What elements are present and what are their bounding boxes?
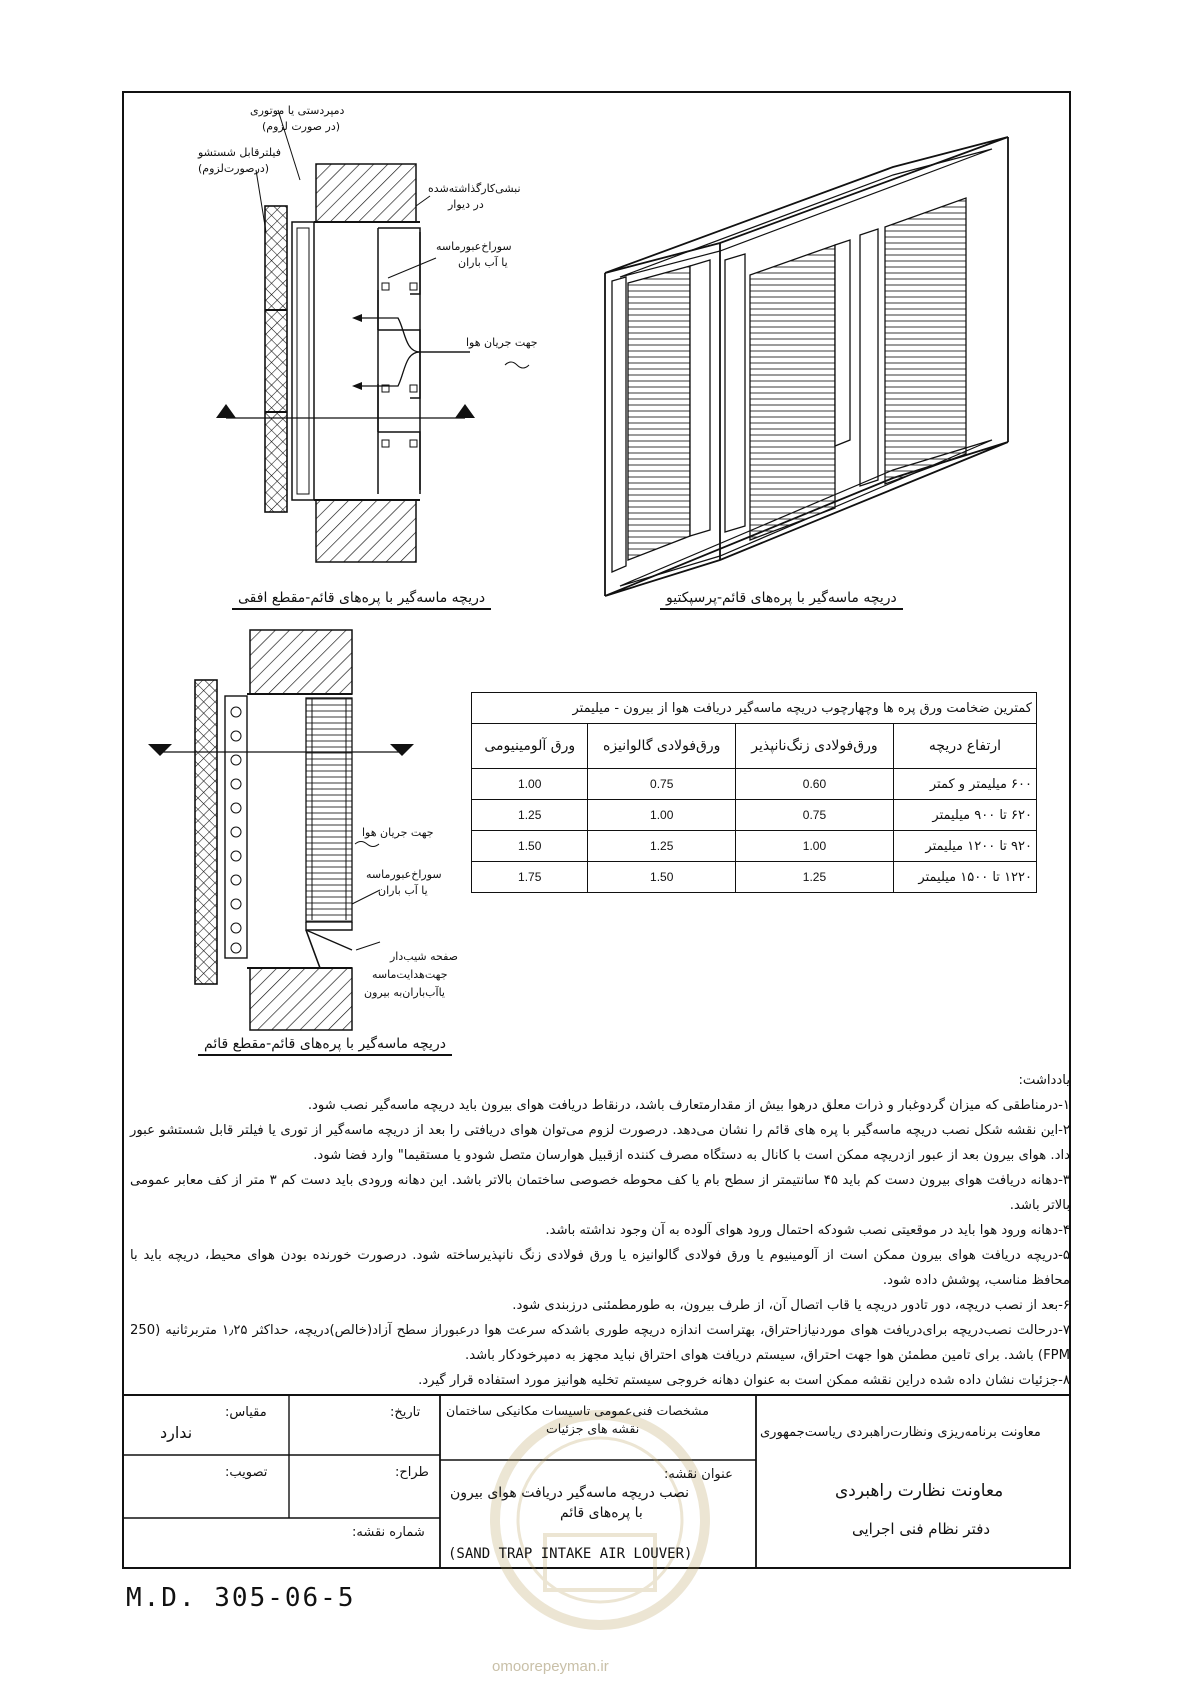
header-aluminum: ورق آلومینیومی <box>472 724 588 769</box>
sheet-title-label: عنوان نقشه: <box>664 1467 733 1482</box>
cell-stainless: 1.25 <box>735 862 893 893</box>
cell-galvanized: 1.00 <box>588 800 736 831</box>
table-row <box>472 769 1037 800</box>
note-item: ۳-دهانه دریافت هوای بیرون دست کم باید ۴۵ سانتیمتر از سطح بام یا کف محوطه خصوصی ساختمان بالاتر باشد. این دهانه ورودی باید دست کم ۳ متر از کف معابر عمومی بالاتر باشد. <box>130 1173 1070 1213</box>
design-label: طراح: <box>395 1465 429 1480</box>
angle-note: در دیوار <box>448 198 484 211</box>
damper-label: دمپردستی یا موتوری <box>250 104 345 117</box>
airflow-label: جهت جریان هوا <box>466 336 538 349</box>
date-label: تاریخ: <box>390 1405 421 1420</box>
cell-height: ۱۲۲۰ تا ۱۵۰۰ میلیمتر <box>893 862 1036 893</box>
spec-title: مشخصات فنی‌عمومی تاسیسات مکانیکی ساختمان <box>446 1403 709 1418</box>
sheet-title-line-2: با پره‌های قائم <box>560 1505 643 1521</box>
note-item: ۱-درمناطقی که میزان گردوغبار و ذرات معلق درهوا بیش از مقدارمتعارف باشد، درنقاط دریافت هوای بیرون باید دریچه ماسه‌گیر نصب شود. <box>307 1098 1070 1113</box>
sloped-plate-label-2: جهت‌هدایت‌ماسه <box>372 968 448 981</box>
angle-label: نبشی‌کارگذاشته‌شده <box>428 182 521 195</box>
table-title: کمترین ضخامت ورق پره ها وچهارچوب دریچه ماسه‌گیر دریافت هوا از بیرون - میلیمتر <box>472 693 1037 724</box>
notes-section <box>130 1068 1070 1393</box>
scale-label: مقیاس: <box>225 1405 267 1420</box>
drawing-no-label: شماره نقشه: <box>352 1525 425 1540</box>
filter-note: (درصورت‌لزوم) <box>198 162 270 175</box>
note-item: ۶-بعد از نصب دریچه، دور تادور دریچه یا قاب اتصال آن، از طرف بیرون، به طورمطمئنی درزبندی شود. <box>512 1298 1070 1313</box>
table-row <box>472 831 1037 862</box>
scale-value: ندارد <box>160 1423 193 1442</box>
cell-height: ۹۲۰ تا ۱۲۰۰ میلیمتر <box>893 831 1036 862</box>
cell-galvanized: 0.75 <box>588 769 736 800</box>
header-height: ارتفاع دریچه <box>893 724 1036 769</box>
sloped-plate-label-3: یاآب‌باران‌به بیرون <box>364 986 445 999</box>
sheet-title-line-1: نصب دریچه ماسه‌گیر دریافت هوای بیرون <box>450 1485 690 1501</box>
cell-aluminum: 1.25 <box>472 800 588 831</box>
vertical-drain-note: یا آب باران <box>378 884 428 897</box>
watermark-website: omoorepeyman.ir <box>492 1658 609 1675</box>
spec-subtitle: نقشه های جزئیات <box>546 1421 640 1436</box>
cell-stainless: 1.00 <box>735 831 893 862</box>
org-line-2: معاونت نظارت راهبردی <box>835 1481 1004 1501</box>
header-stainless: ورق‌فولادی زنگ‌نانپذیر <box>735 724 893 769</box>
sloped-plate-label: صفحه شیب‌دار <box>390 950 459 963</box>
thickness-table <box>471 692 1037 893</box>
note-item: ۸-جزئیات نشان داده شده دراین نقشه ممکن است به عنوان دهانه خروجی سیستم تخلیه هوانیز مورد استفاده قرار گیرد. <box>418 1373 1070 1388</box>
cell-stainless: 0.75 <box>735 800 893 831</box>
filter-label: فیلترقابل شستشو <box>198 146 281 159</box>
cell-aluminum: 1.00 <box>472 769 588 800</box>
cell-galvanized: 1.50 <box>588 862 736 893</box>
note-item: ۵-دریچه دریافت هوای بیرون ممکن است از آلومینیوم یا ورق فولادی گالوانیزه یا ورق فولادی زنگ نانپذیرساخته شود. درصورت خورنده بودن هوای محیط، دریچه باید با محافظ مناسب، پوشش داده شود. <box>130 1248 1070 1288</box>
sheet-title-english: (SAND TRAP INTAKE AIR LOUVER) <box>448 1546 693 1562</box>
table-row <box>472 862 1037 893</box>
cell-aluminum: 1.50 <box>472 831 588 862</box>
cell-height: ۶۲۰ تا ۹۰۰ میلیمتر <box>893 800 1036 831</box>
table-header-row <box>472 724 1037 769</box>
note-item: ۴-دهانه ورود هوا باید در موقعیتی نصب شودکه احتمال ورود هوای آلوده به آن وجود نداشته باشد. <box>545 1223 1070 1238</box>
damper-note: (در صورت لزوم) <box>262 120 341 133</box>
approval-label: تصویب: <box>225 1465 268 1480</box>
org-line-1: معاونت برنامه‌ریزی ونظارت‌راهبردی ریاست‌جمهوری <box>760 1425 1041 1440</box>
cell-stainless: 0.60 <box>735 769 893 800</box>
header-galvanized: ورق‌فولادی گالوانیزه <box>588 724 736 769</box>
org-line-3: دفتر نظام فنی اجرایی <box>852 1520 991 1538</box>
notes-heading: یادداشت: <box>1018 1073 1070 1088</box>
note-item: ۷-درحالت نصب‌دریچه برای‌دریافت هوای موردنیازاحتراق، بهتراست اندازه دریچه طوری باشدکه سرعت هوا درعبوراز سطح آزاد(خالص)دریچه، حداکثر ۱٫۲۵ متربرثانیه (250 FPM) باشد. برای تامین مطمئن هوا جهت احتراق، سیستم دریافت هوای احتراق نباید مجهز به دمپرخودکار باشد. <box>130 1323 1070 1363</box>
drain-note: یا آب باران <box>458 256 508 269</box>
cell-height: ۶۰۰ میلیمتر و کمتر <box>893 769 1036 800</box>
perspective-detail <box>605 137 1008 596</box>
drawing-number: M.D. 305-06-5 <box>126 1583 356 1613</box>
vertical-section-caption: دریچه ماسه‌گیر با پره‌های قائم-مقطع قائم <box>198 1034 452 1056</box>
drain-label: سوراخ‌عبورماسه <box>436 240 512 253</box>
horizontal-section-caption: دریچه ماسه‌گیر با پره‌های قائم-مقطع افقی <box>232 588 491 610</box>
cell-aluminum: 1.75 <box>472 862 588 893</box>
vertical-airflow-label: جهت جریان هوا <box>362 826 434 839</box>
note-item: ۲-این نقشه شکل نصب دریچه ماسه‌گیر با پره های قائم را نشان می‌دهد. درصورت لزوم می‌توان هوای دریافتی را بعد از دریچه ماسه‌گیر از توری یا فیلتر قابل شستشو عبور داد. هوای بیرون بعد از عبور ازدریچه ممکن است با کانال به دستگاه مصرف کننده ازقبیل هوارسان متصل شودو یا مستقیما" وارد فضا شود. <box>130 1123 1070 1163</box>
vertical-drain-label: سوراخ‌عبورماسه <box>366 868 442 881</box>
perspective-caption: دریچه ماسه‌گیر با پره‌های قائم-پرسپکتیو <box>660 588 903 610</box>
cell-galvanized: 1.25 <box>588 831 736 862</box>
table-row <box>472 800 1037 831</box>
